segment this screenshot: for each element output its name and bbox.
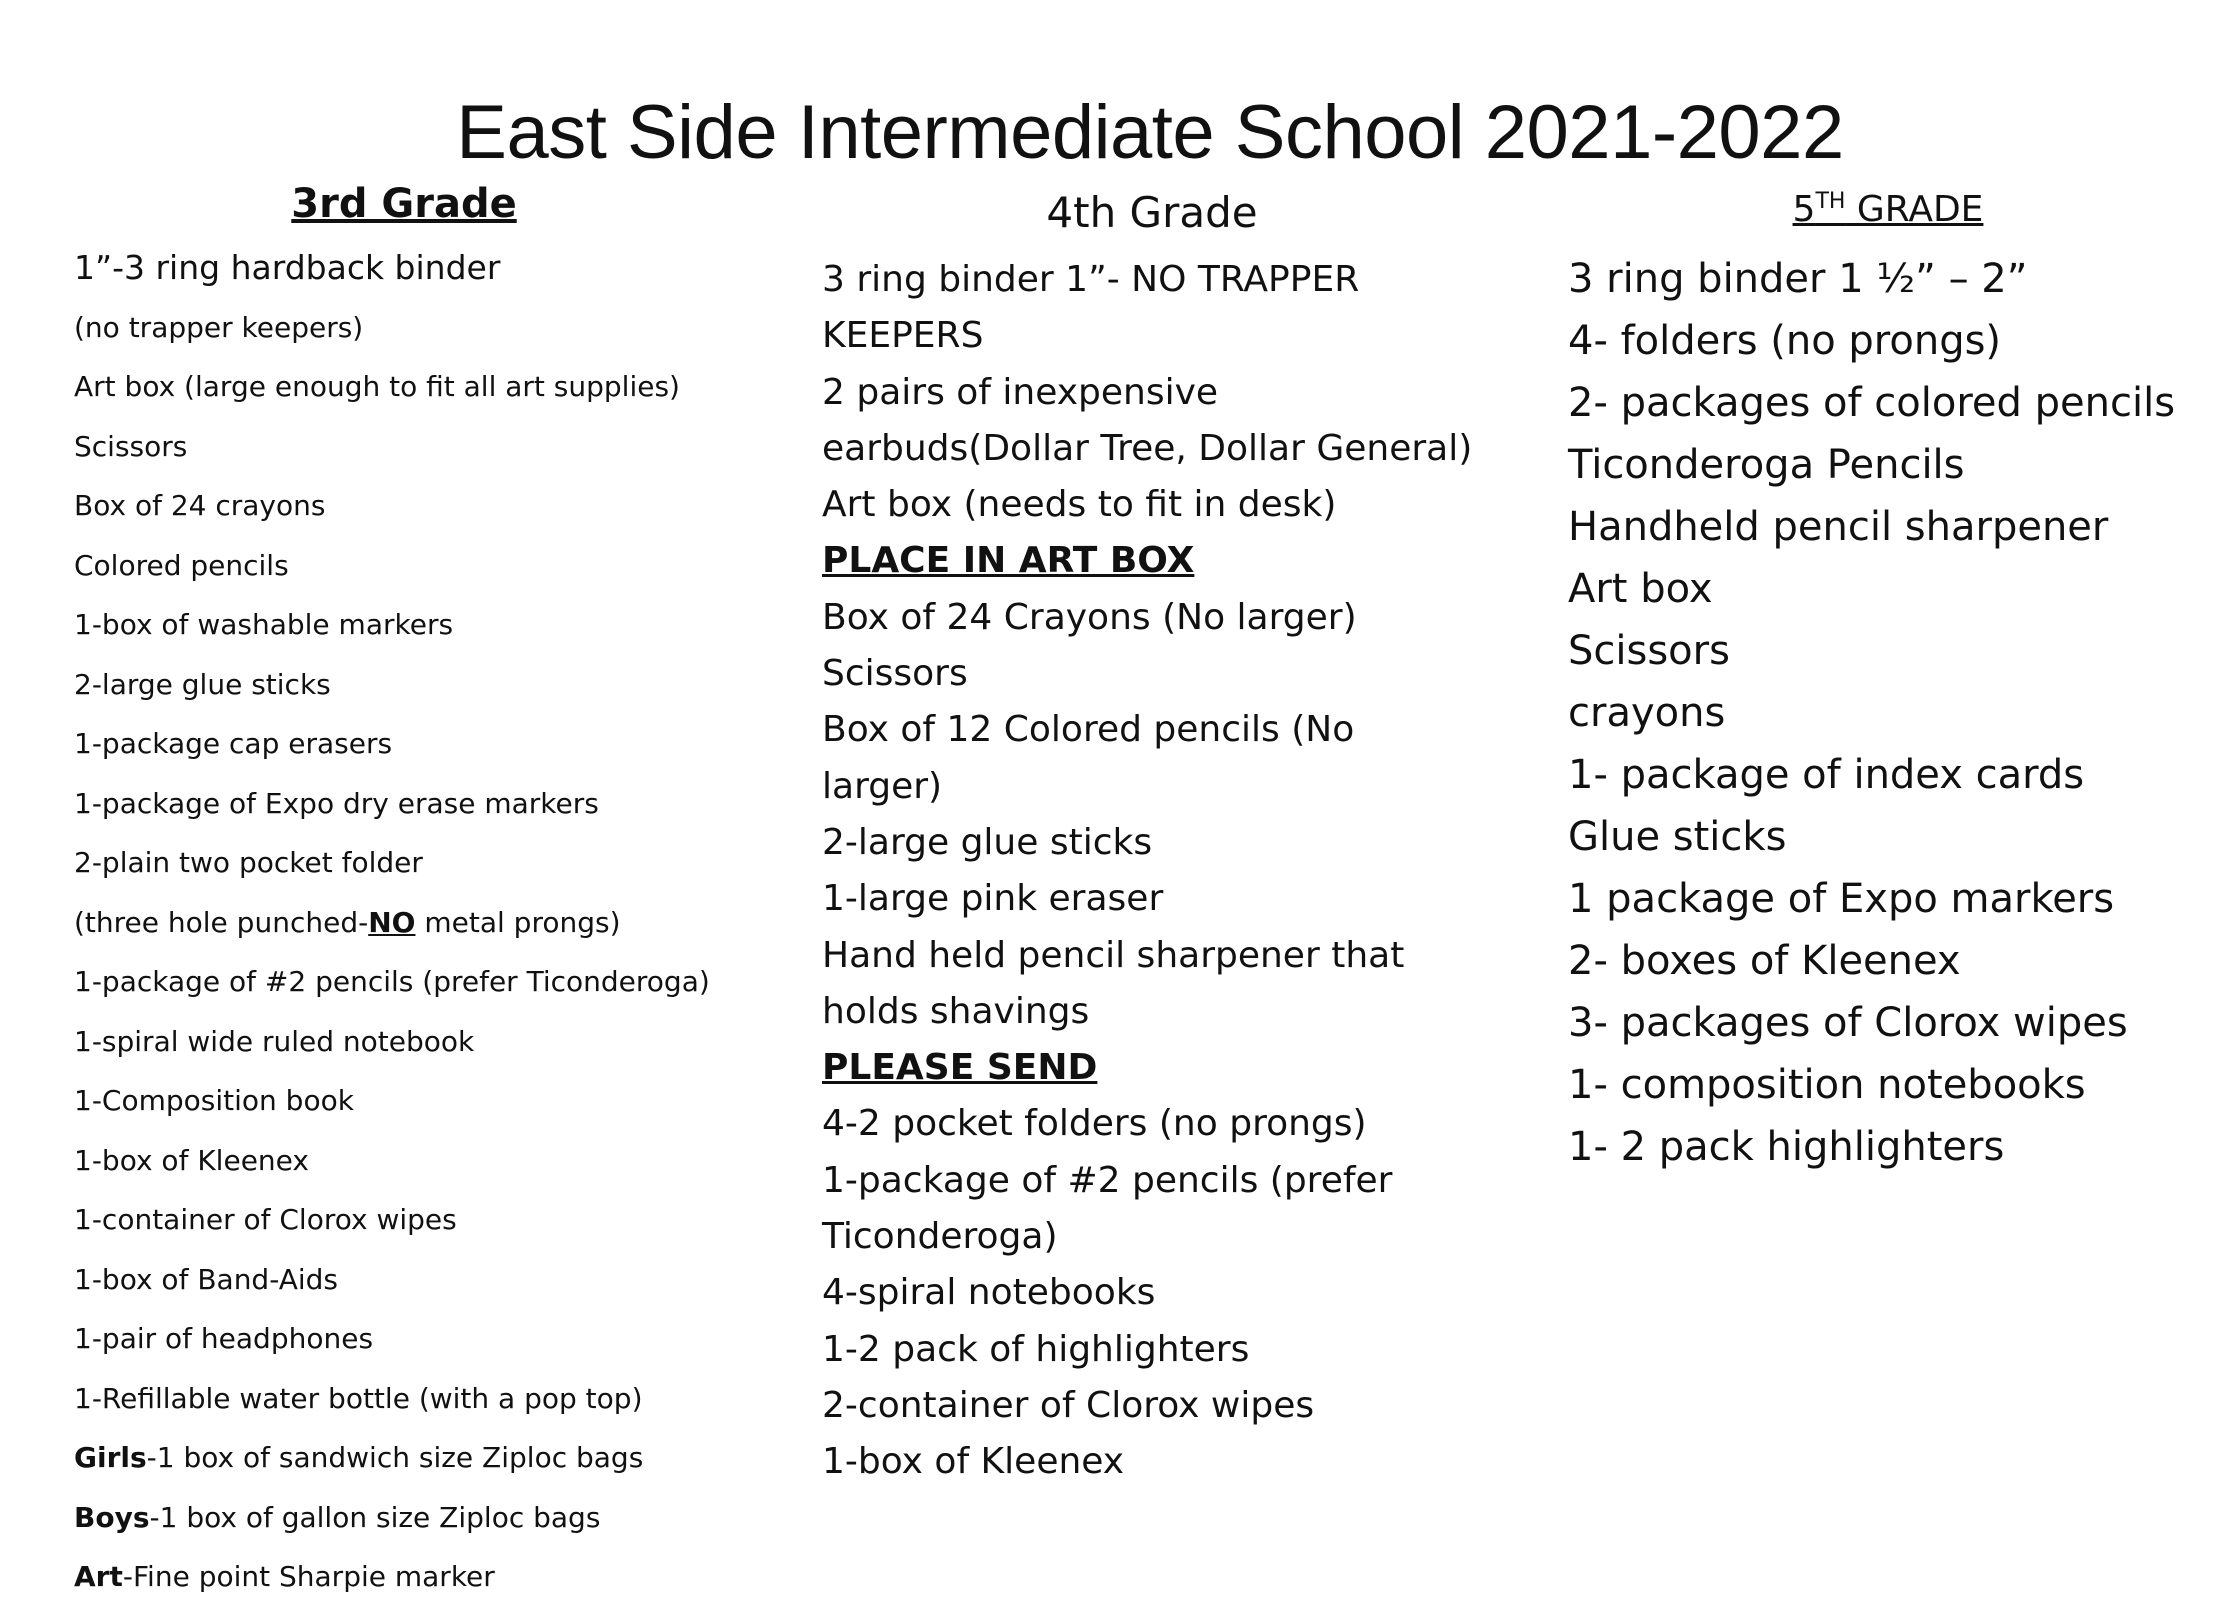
boys-text: -1 box of gallon size Ziploc bags: [149, 1500, 601, 1534]
list-item: Art box (needs to fit in desk): [822, 484, 1337, 526]
please-send-subheading: PLEASE SEND: [822, 1047, 1098, 1089]
list-item: 1- package of index cards: [1568, 752, 2085, 798]
grade4-column: [822, 188, 1482, 1491]
list-item: 2-large glue sticks: [822, 821, 1153, 863]
girls-text: -1 box of sandwich size Ziploc bags: [146, 1441, 644, 1474]
grade5-heading-sup: TH: [1815, 189, 1846, 214]
grade5-heading-rest: GRADE: [1845, 189, 1984, 230]
grade5-column: [1568, 189, 2218, 1178]
list-item-girls: [74, 1428, 754, 1488]
grade4-heading: 4th Grade: [1046, 188, 1258, 237]
grade3-column: [74, 181, 754, 1607]
list-item: Box of 24 Crayons (No larger): [822, 596, 1357, 638]
list-item: 2- packages of colored pencils: [1568, 380, 2176, 426]
prongs-after: metal prongs): [415, 905, 621, 939]
list-item: Ticonderoga Pencils: [1568, 442, 1965, 488]
list-item: Art box (large enough to fit all art supplies): [74, 370, 680, 403]
prongs-no: NO: [368, 905, 416, 939]
list-item: Box of 12 Colored pencils (No: [822, 709, 1355, 751]
list-item: 1”-3 ring hardback binder: [74, 248, 501, 287]
list-item: 2 pairs of inexpensive: [822, 371, 1219, 413]
list-item: 1- composition notebooks: [1568, 1062, 2086, 1108]
list-item: KEEPERS: [822, 315, 984, 357]
list-item: 1-Refillable water bottle (with a pop top): [74, 1381, 643, 1415]
list-item: 1-spiral wide ruled notebook: [74, 1024, 475, 1058]
prongs-before: (three hole punched-: [74, 905, 369, 939]
list-item: Hand held pencil sharpener that: [822, 934, 1405, 976]
list-item-boys: [74, 1488, 754, 1548]
list-item: 2-large glue sticks: [74, 667, 331, 701]
list-item: 1-package cap erasers: [74, 727, 393, 760]
list-item: Handheld pencil sharpener: [1568, 504, 2109, 550]
grade5-heading: [1568, 189, 2208, 230]
list-item: 4- folders (no prongs): [1568, 318, 2002, 364]
list-item: 1-package of #2 pencils (prefer: [822, 1159, 1393, 1201]
art-text: -Fine point Sharpie marker: [122, 1560, 495, 1593]
boys-label: Boys: [74, 1500, 150, 1534]
grade3-heading: 3rd Grade: [291, 181, 517, 227]
list-item: Art box: [1568, 566, 1713, 612]
list-item: (no trapper keepers): [74, 310, 364, 344]
list-item: larger): [822, 765, 943, 807]
list-item: 3- packages of Clorox wipes: [1568, 1000, 2128, 1046]
list-item-art: [74, 1547, 754, 1607]
list-item: 1-box of Kleenex: [822, 1441, 1125, 1483]
list-item: 4-2 pocket folders (no prongs): [822, 1103, 1367, 1145]
list-item: 1-Composition book: [74, 1084, 354, 1117]
list-item: Scissors: [822, 653, 968, 695]
art-box-subheading: PLACE IN ART BOX: [822, 540, 1195, 582]
list-item: Ticonderoga): [822, 1216, 1058, 1258]
list-item: holds shavings: [822, 990, 1090, 1032]
list-item: Scissors: [1568, 628, 1730, 674]
list-item: 1-box of Band-Aids: [74, 1262, 338, 1296]
page-title: East Side Intermediate School 2021-2022: [456, 90, 1844, 175]
list-item: 1-package of Expo dry erase markers: [74, 786, 599, 820]
art-label: Art: [74, 1560, 123, 1593]
list-item: 1-box of Kleenex: [74, 1143, 309, 1177]
list-item: Colored pencils: [74, 548, 289, 582]
list-item: 3 ring binder 1 ½” – 2”: [1568, 256, 2028, 302]
girls-label: Girls: [74, 1441, 147, 1474]
list-item: Glue sticks: [1568, 814, 1787, 860]
list-item: 1-2 pack of highlighters: [822, 1328, 1250, 1370]
list-item: 1-pair of headphones: [74, 1322, 374, 1355]
list-item: earbuds(Dollar Tree, Dollar General): [822, 427, 1473, 469]
list-item: 1-package of #2 pencils (prefer Ticonderoga): [74, 965, 710, 998]
list-item: 1-box of washable markers: [74, 608, 454, 641]
list-item: Box of 24 crayons: [74, 489, 326, 522]
list-item: 3 ring binder 1”- NO TRAPPER: [822, 259, 1360, 300]
list-item: crayons: [1568, 690, 1726, 736]
list-item-prongs: [74, 893, 754, 953]
list-item: 2-container of Clorox wipes: [822, 1384, 1315, 1426]
list-item: 2- boxes of Kleenex: [1568, 938, 1961, 984]
list-item: Scissors: [74, 429, 188, 463]
list-item: 1-container of Clorox wipes: [74, 1203, 457, 1236]
list-item: 1- 2 pack highlighters: [1568, 1124, 2005, 1170]
grade5-heading-num: 5: [1792, 189, 1816, 230]
list-item: 4-spiral notebooks: [822, 1272, 1156, 1314]
list-item: 2-plain two pocket folder: [74, 846, 423, 879]
list-item: 1 package of Expo markers: [1568, 876, 2115, 922]
list-item: 1-large pink eraser: [822, 878, 1164, 920]
